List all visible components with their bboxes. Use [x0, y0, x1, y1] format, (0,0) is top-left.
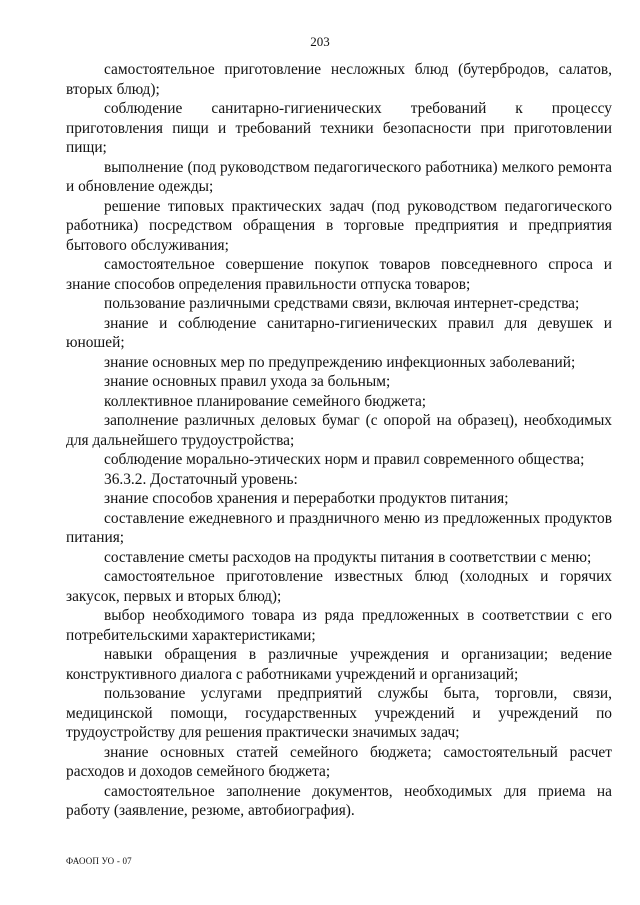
- paragraph: пользование услугами предприятий службы быта, торговли, связи, медицинской помощи, государственных учреждений и учреждений по трудоустройству для решения практически значимых задач;: [66, 685, 612, 741]
- paragraph: пользование различными средствами связи, включая интернет-средства;: [104, 295, 580, 312]
- paragraph: знание способов хранения и переработки продуктов питания;: [104, 490, 509, 507]
- document-code-footer: ФАООП УО - 07: [66, 856, 132, 866]
- paragraph: самостоятельное заполнение документов, необходимых для приема на работу (заявление, резюме, автобиография).: [66, 782, 612, 819]
- paragraph: знание основных правил ухода за больным;: [104, 373, 391, 390]
- paragraph: знание основных статей семейного бюджета; самостоятельный расчет расходов и доходов семейного бюджета;: [66, 743, 612, 780]
- paragraph: самостоятельное приготовление несложных блюд (бутербродов, салатов, вторых блюд);: [66, 61, 612, 98]
- paragraph: навыки обращения в различные учреждения и организации; ведение конструктивного диалога с работниками учреждений и организаций;: [66, 646, 612, 683]
- page-body: [66, 60, 612, 821]
- page-number: 203: [310, 34, 330, 49]
- paragraph: самостоятельное совершение покупок товаров повседневного спроса и знание способов определения правильности отпуска товаров;: [66, 256, 612, 293]
- paragraph: решение типовых практических задач (под руководством педагогического работника) посредством обращения в торговые предприятия и предприятия бытового обслуживания;: [66, 197, 612, 254]
- paragraph: коллективное планирование семейного бюджета;: [104, 392, 427, 410]
- paragraph: знание и соблюдение санитарно-гигиенических правил для девушек и юношей;: [66, 314, 612, 351]
- paragraph: знание основных мер по предупреждению инфекционных заболеваний;: [104, 353, 576, 371]
- paragraph: заполнение различных деловых бумаг (с опорой на образец), необходимых для дальнейшего трудоустройства;: [66, 412, 612, 449]
- paragraph: самостоятельное приготовление известных блюд (холодных и горячих закусок, первых и вторых блюд);: [66, 568, 612, 605]
- section-heading: 36.3.2. Достаточный уровень:: [104, 470, 298, 488]
- paragraph: выполнение (под руководством педагогического работника) мелкого ремонта и обновление одежды;: [66, 158, 612, 195]
- paragraph: составление ежедневного и праздничного меню из предложенных продуктов питания;: [66, 509, 612, 546]
- paragraph: соблюдение санитарно-гигиенических требований к процессу приготовления пищи и требований техники безопасности при приготовлении пищи;: [66, 100, 612, 156]
- paragraph: соблюдение морально-этических норм и правил современного общества;: [104, 451, 585, 468]
- paragraph: составление сметы расходов на продукты питания в соответствии с меню;: [104, 548, 592, 566]
- paragraph: выбор необходимого товара из ряда предложенных в соответствии с его потребительскими характеристиками;: [66, 607, 612, 644]
